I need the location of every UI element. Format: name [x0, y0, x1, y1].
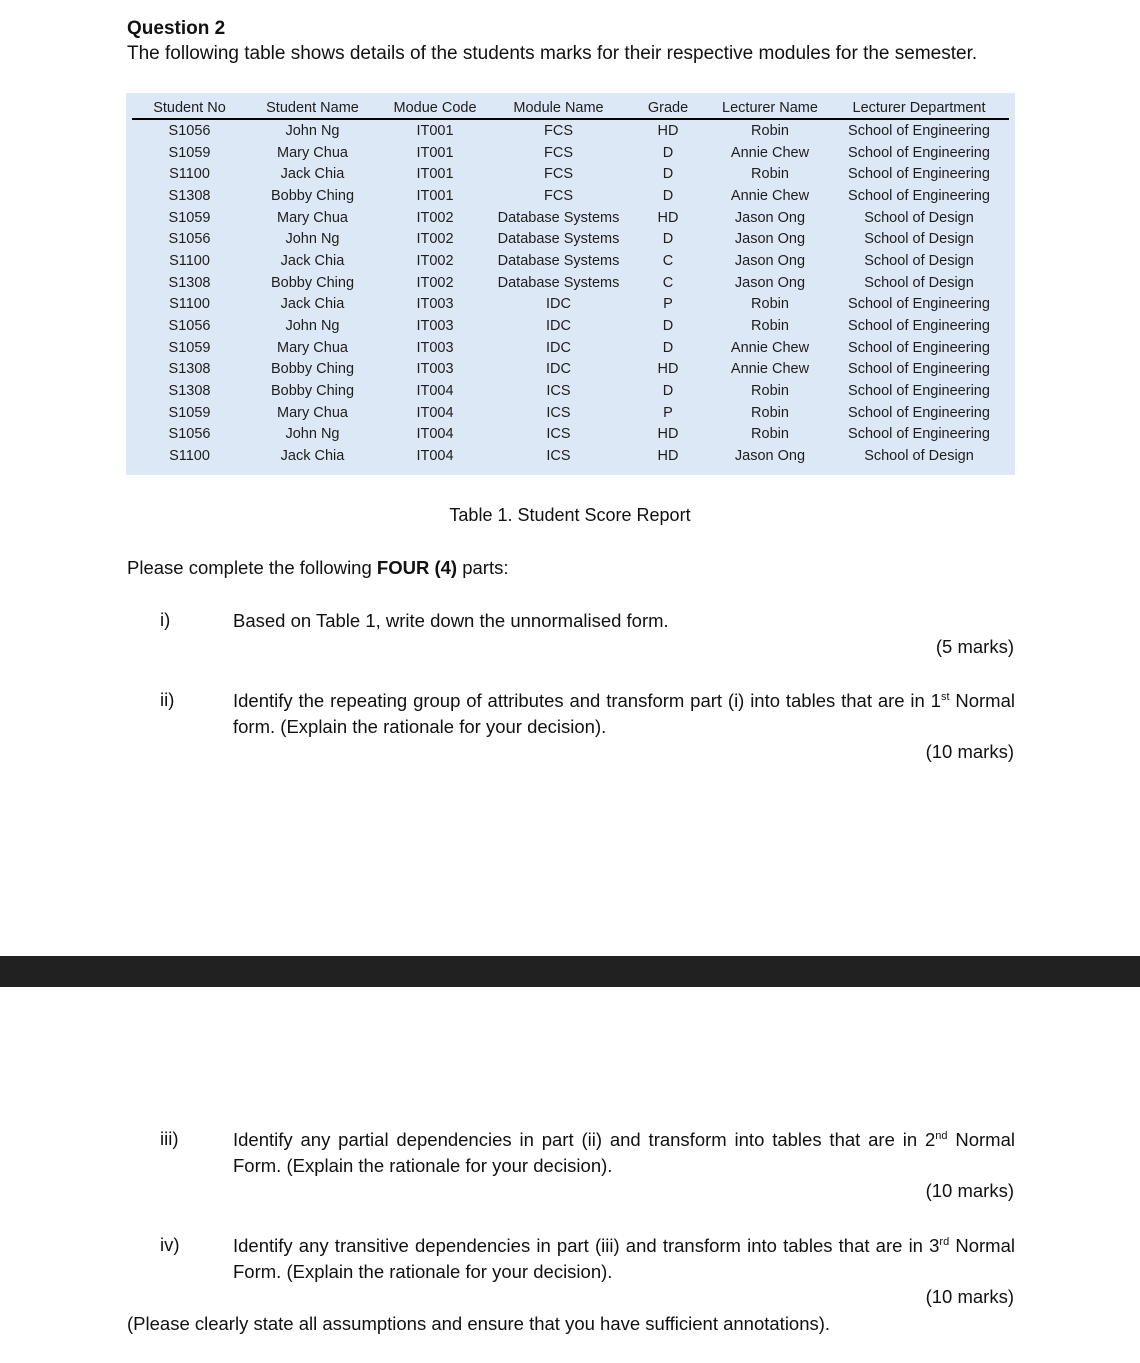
cell-module-name: ICS	[546, 383, 571, 400]
question-intro: The following table shows details of the students marks for their respective modules for the semester.	[127, 43, 978, 64]
part-4-number: iv)	[160, 1234, 180, 1255]
table-row	[132, 142, 1009, 164]
part-3-superscript: nd	[935, 1129, 948, 1142]
cell-lecturer-name: Robin	[751, 166, 789, 183]
cell-student-name: Mary Chua	[277, 144, 348, 161]
cell-module-name: Database Systems	[497, 274, 620, 291]
cell-student-name: Bobby Ching	[270, 187, 355, 204]
cell-grade: D	[662, 166, 674, 183]
cell-lecturer-name: Annie Chew	[730, 361, 810, 378]
instruction-suffix: parts:	[457, 557, 509, 578]
cell-student-name: John Ng	[285, 122, 340, 139]
cell-module-code: IT001	[416, 166, 454, 183]
cell-lecturer-department: School of Engineering	[848, 404, 990, 421]
cell-lecturer-department: School of Design	[864, 274, 974, 291]
part-3-marks: (10 marks)	[925, 1180, 1014, 1201]
student-score-table	[132, 97, 1009, 467]
cell-student-no: S1308	[168, 274, 211, 291]
cell-module-code: IT004	[416, 404, 454, 421]
table-header-row	[132, 97, 1009, 119]
part-1-text-main: Based on Table 1, write down the unnormalised form.	[233, 610, 669, 631]
cell-lecturer-name: Robin	[751, 404, 789, 421]
header-lecturer-name: Lecturer Name	[711, 97, 829, 119]
cell-student-name: John Ng	[285, 231, 340, 248]
part-4-text	[233, 1233, 1015, 1285]
part-2-number: ii)	[160, 689, 175, 710]
cell-grade: D	[662, 383, 674, 400]
table-row	[132, 185, 1009, 207]
cell-grade: HD	[657, 209, 679, 226]
cell-lecturer-name: Jason Ong	[734, 274, 806, 291]
part-3-text-main: Identify any partial dependencies in part (ii) and transform into tables that are in 2	[233, 1129, 936, 1150]
cell-module-name: FCS	[544, 144, 573, 161]
cell-grade: HD	[657, 122, 679, 139]
cell-module-name: FCS	[544, 166, 573, 183]
cell-lecturer-department: School of Engineering	[848, 361, 990, 378]
cell-grade: D	[662, 144, 674, 161]
cell-module-code: IT001	[416, 187, 454, 204]
table-row	[132, 402, 1009, 424]
table-row	[132, 272, 1009, 294]
part-3-number: iii)	[160, 1128, 179, 1149]
cell-lecturer-name: Robin	[751, 318, 789, 335]
cell-module-code: IT003	[416, 339, 454, 356]
cell-lecturer-department: School of Design	[864, 252, 974, 269]
cell-lecturer-name: Jason Ong	[734, 231, 806, 248]
part-2-text-main: Identify the repeating group of attributes and transform part (i) into tables that are in 1	[233, 690, 941, 711]
table-row	[132, 163, 1009, 185]
instruction-emphasis: FOUR (4)	[376, 557, 458, 578]
cell-module-code: IT003	[416, 318, 454, 335]
header-student-name: Student Name	[247, 97, 378, 119]
closing-note: (Please clearly state all assumptions and ensure that you have sufficient annotations).	[127, 1313, 831, 1334]
cell-module-name: IDC	[546, 361, 571, 378]
cell-grade: P	[663, 404, 673, 421]
cell-student-no: S1100	[169, 448, 210, 465]
cell-module-code: IT001	[416, 122, 454, 139]
cell-student-no: S1059	[168, 339, 211, 356]
part-2-marks: (10 marks)	[925, 741, 1014, 762]
cell-lecturer-department: School of Design	[864, 448, 974, 465]
part-2-superscript: st	[940, 690, 950, 703]
cell-student-no: S1100	[169, 296, 210, 313]
cell-student-no: S1056	[168, 426, 211, 443]
cell-student-name: Jack Chia	[280, 166, 345, 183]
table-row	[132, 294, 1009, 316]
cell-module-name: ICS	[546, 448, 571, 465]
cell-module-code: IT003	[416, 361, 454, 378]
table-row	[132, 359, 1009, 381]
cell-lecturer-department: School of Engineering	[848, 122, 990, 139]
part-2-text	[233, 688, 1015, 740]
cell-grade: C	[662, 252, 674, 269]
table-row	[132, 207, 1009, 229]
cell-lecturer-name: Robin	[751, 383, 789, 400]
cell-student-name: Bobby Ching	[270, 361, 355, 378]
cell-lecturer-name: Jason Ong	[734, 448, 806, 465]
cell-grade: P	[663, 296, 673, 313]
cell-student-no: S1308	[168, 187, 211, 204]
cell-lecturer-department: School of Design	[864, 209, 974, 226]
cell-student-name: Bobby Ching	[270, 274, 355, 291]
cell-module-code: IT002	[416, 209, 454, 226]
cell-student-name: John Ng	[285, 318, 340, 335]
cell-lecturer-name: Jason Ong	[734, 209, 806, 226]
cell-module-code: IT001	[416, 144, 454, 161]
cell-grade: HD	[657, 361, 679, 378]
cell-student-name: Mary Chua	[277, 209, 348, 226]
part-4-marks: (10 marks)	[925, 1286, 1014, 1307]
cell-student-no: S1100	[169, 166, 210, 183]
instruction-prefix: Please complete the following	[127, 557, 377, 578]
cell-student-name: Mary Chua	[277, 339, 348, 356]
cell-grade: D	[662, 318, 674, 335]
cell-lecturer-department: School of Engineering	[848, 383, 990, 400]
header-lecturer-department: Lecturer Department	[829, 97, 1009, 119]
cell-grade: HD	[657, 426, 679, 443]
header-grade: Grade	[625, 97, 711, 119]
cell-module-code: IT002	[416, 231, 454, 248]
part-4-text-tail: Normal Form. (Explain the rationale for your decision).	[233, 1235, 1015, 1282]
part-4-text-main: Identify any transitive dependencies in part (iii) and transform into tables that are in 3	[233, 1235, 940, 1256]
cell-module-code: IT002	[416, 252, 454, 269]
cell-module-code: IT004	[416, 448, 454, 465]
cell-module-name: IDC	[546, 339, 571, 356]
cell-lecturer-name: Jason Ong	[734, 252, 806, 269]
cell-module-name: ICS	[546, 404, 571, 421]
cell-student-no: S1308	[168, 361, 211, 378]
cell-lecturer-department: School of Engineering	[848, 187, 990, 204]
cell-grade: D	[662, 339, 674, 356]
part-1-number: i)	[160, 609, 171, 630]
cell-lecturer-name: Robin	[751, 426, 789, 443]
cell-module-code: IT003	[416, 296, 454, 313]
cell-module-name: Database Systems	[497, 252, 620, 269]
part-2-text-tail: Normal form. (Explain the rationale for your decision).	[233, 690, 1015, 737]
cell-module-name: Database Systems	[497, 209, 620, 226]
cell-student-name: Bobby Ching	[270, 383, 355, 400]
table-row	[132, 445, 1009, 467]
table-caption: Table 1. Student Score Report	[449, 505, 691, 525]
cell-grade: HD	[657, 448, 679, 465]
cell-lecturer-department: School of Design	[864, 231, 974, 248]
page-separator-bar	[0, 956, 1140, 987]
cell-lecturer-department: School of Engineering	[848, 166, 990, 183]
cell-student-no: S1100	[169, 252, 210, 269]
cell-lecturer-name: Robin	[751, 296, 789, 313]
cell-student-name: Jack Chia	[280, 448, 345, 465]
cell-module-name: FCS	[544, 187, 573, 204]
part-1-marks: (5 marks)	[935, 636, 1014, 657]
cell-lecturer-department: School of Engineering	[848, 426, 990, 443]
cell-student-no: S1059	[168, 404, 211, 421]
cell-student-name: Jack Chia	[280, 252, 345, 269]
table-row	[132, 119, 1009, 142]
cell-module-name: ICS	[546, 426, 571, 443]
cell-lecturer-department: School of Engineering	[848, 339, 990, 356]
part-1-text	[233, 608, 1015, 634]
header-module-code: Modue Code	[378, 97, 492, 119]
cell-student-name: Mary Chua	[277, 404, 348, 421]
part-3-text-tail: Normal Form. (Explain the rationale for your decision).	[233, 1129, 1015, 1176]
table-row	[132, 315, 1009, 337]
cell-student-no: S1056	[168, 231, 211, 248]
cell-grade: D	[662, 231, 674, 248]
cell-module-name: FCS	[544, 122, 573, 139]
header-student-no: Student No	[132, 97, 247, 119]
cell-module-code: IT004	[416, 383, 454, 400]
cell-lecturer-name: Annie Chew	[730, 144, 810, 161]
score-table-panel	[126, 93, 1015, 475]
cell-module-name: IDC	[546, 318, 571, 335]
cell-module-name: IDC	[546, 296, 571, 313]
header-module-name: Module Name	[492, 97, 625, 119]
cell-module-code: IT002	[416, 274, 454, 291]
table-row	[132, 337, 1009, 359]
cell-lecturer-name: Annie Chew	[730, 187, 810, 204]
question-title: Question 2	[127, 18, 226, 39]
cell-module-code: IT004	[416, 426, 454, 443]
cell-lecturer-department: School of Engineering	[848, 318, 990, 335]
table-row	[132, 424, 1009, 446]
cell-lecturer-name: Robin	[751, 122, 789, 139]
cell-module-name: Database Systems	[497, 231, 620, 248]
cell-student-no: S1056	[168, 318, 211, 335]
cell-lecturer-department: School of Engineering	[848, 144, 990, 161]
cell-grade: D	[662, 187, 674, 204]
cell-student-name: John Ng	[285, 426, 340, 443]
cell-grade: C	[662, 274, 674, 291]
cell-student-no: S1308	[168, 383, 211, 400]
part-3-text	[233, 1127, 1015, 1179]
cell-lecturer-department: School of Engineering	[848, 296, 990, 313]
cell-lecturer-name: Annie Chew	[730, 339, 810, 356]
cell-student-no: S1059	[168, 209, 211, 226]
table-row	[132, 250, 1009, 272]
table-row	[132, 228, 1009, 250]
cell-student-name: Jack Chia	[280, 296, 345, 313]
part-4-superscript: rd	[939, 1235, 950, 1248]
table-row	[132, 380, 1009, 402]
cell-student-no: S1056	[168, 122, 211, 139]
cell-student-no: S1059	[168, 144, 211, 161]
table-body	[132, 119, 1009, 467]
instruction-text	[127, 557, 509, 579]
